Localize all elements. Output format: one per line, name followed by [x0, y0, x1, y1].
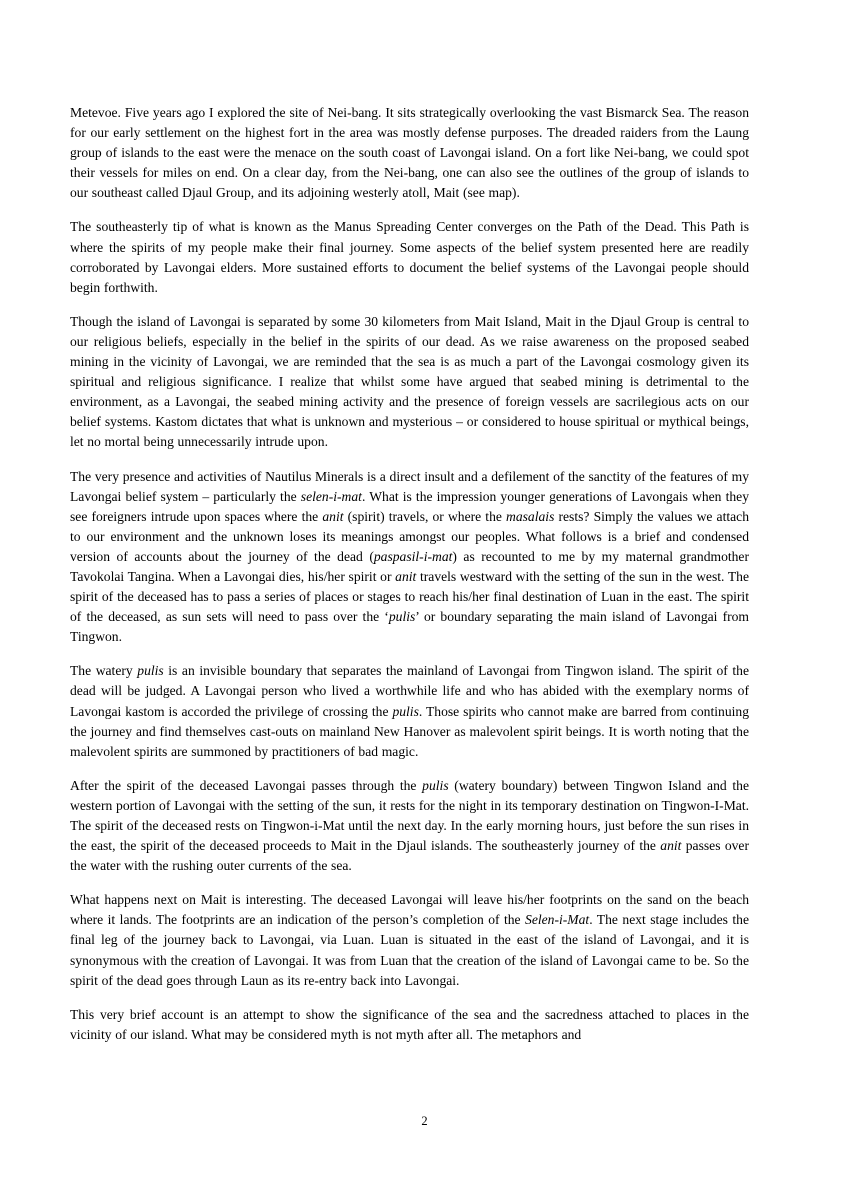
body-paragraph: The very presence and activities of Nautilus Minerals is a direct insult and a defilement of the sanctity of the features of my Lavongai belief system – particularly the selen-i-mat. What is the impression younger generations of Lavongais when they see foreigners intrude upon spaces where the anit (spirit) travels, or where the masalais rests? Simply the values we attach to our environment and the unknown loses its meanings amongst our peoples. What follows is a brief and condensed version of accounts about the journey of the dead (paspasil-i-mat) as recounted to me by my maternal grandmother Tavokolai Tangina. When a Lavongai dies, his/her spirit or anit travels westward with the setting of the sun in the west. The spirit of the deceased has to pass a series of places or stages to reach his/her final destination of Luan in the east. The spirit of the deceased, as sun sets will need to pass over the ‘pulis’ or boundary separating the main island of Lavongai from Tingwon.	[70, 468, 750, 645]
page-number: 2	[421, 1114, 428, 1128]
body-paragraph: Though the island of Lavongai is separated by some 30 kilometers from Mait Island, Mait in the Djaul Group is central to our religious beliefs, especially in the belief in the spirits of our dead. As we raise awareness on the proposed seabed mining in the vicinity of Lavongai, we are reminded that the sea is as much a part of the Lavongai cosmology given its spiritual and religious significance. I realize that whilst some have argued that seabed mining is detrimental to the environment, as a Lavongai, the seabed mining activity and the presence of foreign vessels are sacrilegious acts on our belief systems. Kastom dictates that what is unknown and mysterious – or considered to house spiritual or mythical beings, let no mortal being unnecessarily intrude upon.	[70, 313, 749, 450]
body-paragraph: Metevoe. Five years ago I explored the site of Nei-bang. It sits strategically overlooking the vast Bismarck Sea. The reason for our early settlement on the highest fort in the area was mostly defense purposes. The dreaded raiders from the Laung group of islands to the east were the menace on the south coast of Lavongai island. On a fort like Nei-bang, we could spot their vessels for miles on end. On a clear day, from the Nei-bang, one can also see the outlines of the group of islands to our southeast called Djaul Group, and its adjoining westerly atoll, Mait (see map).	[70, 105, 749, 201]
body-paragraph: What happens next on Mait is interesting. The deceased Lavongai will leave his/her footprints on the sand on the beach where it lands. The footprints are an indication of the person’s completion of the Selen-i-Mat. The next stage includes the final leg of the journey back to Lavongai, via Luan. Luan is situated in the east of the island of Lavongai, and it is synonymous with the creation of Lavongai. It was from Luan that the creation of the island of Lavongai came to be. So the spirit of the dead goes through Laun as its re-entry back into Lavongai.	[70, 892, 749, 988]
body-paragraph: The southeasterly tip of what is known as the Manus Spreading Center converges on the Path of the Dead. This Path is where the spirits of my people make their final journey. Some aspects of the belief system presented here are readily corroborated by Lavongai elders. More sustained efforts to document the belief systems of the Lavongai people should begin forthwith.	[70, 219, 749, 295]
body-paragraph: This very brief account is an attempt to show the significance of the sea and the sacredness attached to places in the vicinity of our island. What may be considered myth is not myth after all. The metaphors and	[70, 1006, 749, 1042]
body-paragraph: The watery pulis is an invisible boundary that separates the mainland of Lavongai from Tingwon island. The spirit of the dead will be judged. A Lavongai person who lived a worthwhile life and who has abided with the exemplary norms of Lavongai kastom is accorded the privilege of crossing the pulis. Those spirits who cannot make are barred from continuing the journey and find themselves cast-outs on mainland New Hanover as malevolent spirit beings. It is worth noting that the malevolent spirits are summoned by practitioners of bad magic.	[70, 663, 749, 759]
body-paragraph: After the spirit of the deceased Lavongai passes through the pulis (watery boundary) between Tingwon Island and the western portion of Lavongai with the setting of the sun, it rests for the night in its temporary destination on Tingwon-I-Mat. The spirit of the deceased rests on Tingwon-i-Mat until the next day. In the early morning hours, just before the sun rises in the east, the spirit of the deceased proceeds to Mait in the Djaul islands. The southeasterly journey of the anit passes over the water with the rushing outer currents of the sea.	[70, 777, 749, 874]
body-text-column	[70, 103, 749, 1045]
